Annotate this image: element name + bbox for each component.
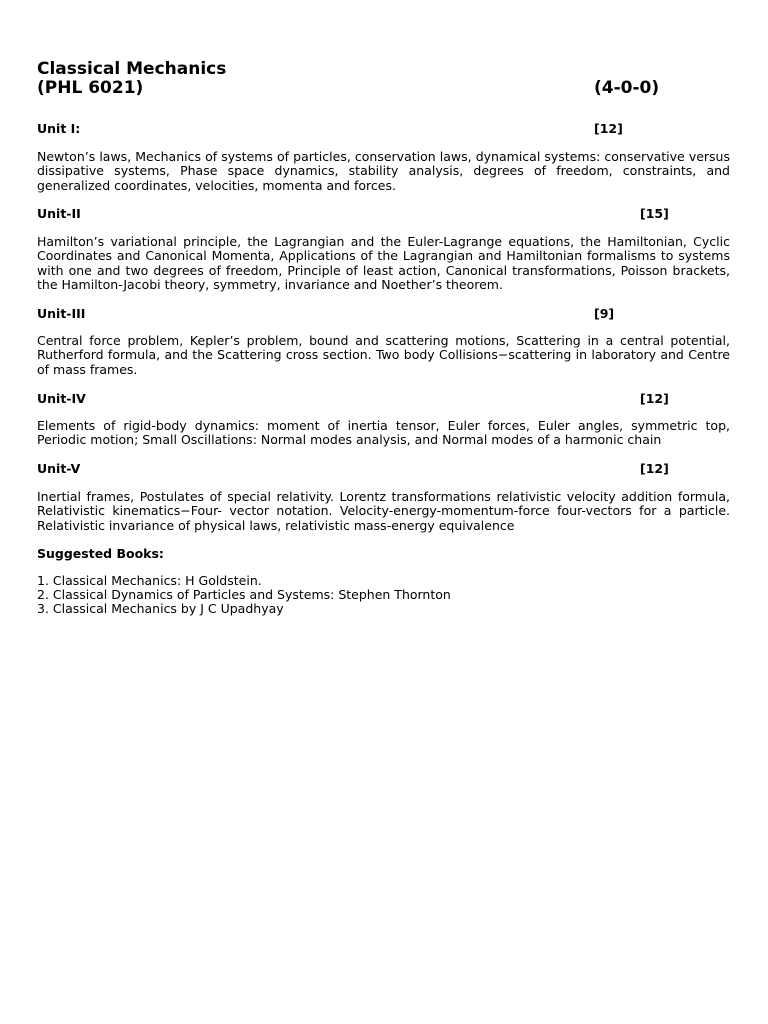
course-title: Classical Mechanics bbox=[37, 59, 227, 79]
unit-4-hours: [12] bbox=[640, 391, 669, 406]
unit-5-hours: [12] bbox=[640, 461, 669, 476]
book-item: 3. Classical Mechanics by J C Upadhyay bbox=[37, 601, 284, 616]
unit-3-heading: Unit-III bbox=[37, 306, 86, 321]
unit-3-content: Central force problem, Kepler’s problem, bound and scattering motions, Scattering in a central potential, Rutherford formula, and the Scattering cross section. Two body Collisions−scattering in laboratory and Centre of mass frames. bbox=[37, 333, 730, 377]
unit-2-content: Hamilton’s variational principle, the Lagrangian and the Euler-Lagrange equations, the Hamiltonian, Cyclic Coordinates and Canonical Momenta, Applications of the Lagrangian and Hamiltonian formalisms to systems with one and two degrees of freedom, Principle of least action, Canonical transformations, Poisson brackets, the Hamilton-Jacobi theory, symmetry, invariance and Noether’s theorem. bbox=[37, 234, 730, 292]
book-item: 1. Classical Mechanics: H Goldstein. bbox=[37, 573, 262, 588]
unit-3-hours: [9] bbox=[594, 306, 615, 321]
unit-2-heading: Unit-II bbox=[37, 206, 81, 221]
course-code: (PHL 6021) bbox=[37, 78, 144, 98]
course-credits: (4-0-0) bbox=[594, 78, 660, 98]
unit-1-hours: [12] bbox=[594, 121, 623, 136]
unit-4-heading: Unit-IV bbox=[37, 391, 86, 406]
unit-1-heading: Unit I: bbox=[37, 121, 81, 136]
unit-5-heading: Unit-V bbox=[37, 461, 81, 476]
unit-5-content: Inertial frames, Postulates of special relativity. Lorentz transformations relativistic velocity addition formula, Relativistic kinematics−Four- vector notation. Velocity-energy-momentum-force four-vectors for a particle. Relativistic invariance of physical laws, relativistic mass-energy equivalence bbox=[37, 489, 730, 533]
book-item: 2. Classical Dynamics of Particles and Systems: Stephen Thornton bbox=[37, 587, 451, 602]
unit-1-content: Newton’s laws, Mechanics of systems of particles, conservation laws, dynamical systems: conservative versus dissipative systems, Phase space dynamics, stability analysis, degrees of freedom, constraints, and generalized coordinates, velocities, momenta and forces. bbox=[37, 149, 730, 193]
unit-4-content: Elements of rigid-body dynamics: moment of inertia tensor, Euler forces, Euler angles, symmetric top, Periodic motion; Small Oscillations: Normal modes analysis, and Normal modes of a harmonic chain bbox=[37, 418, 730, 448]
books-heading: Suggested Books: bbox=[37, 546, 164, 561]
unit-2-hours: [15] bbox=[640, 206, 669, 221]
